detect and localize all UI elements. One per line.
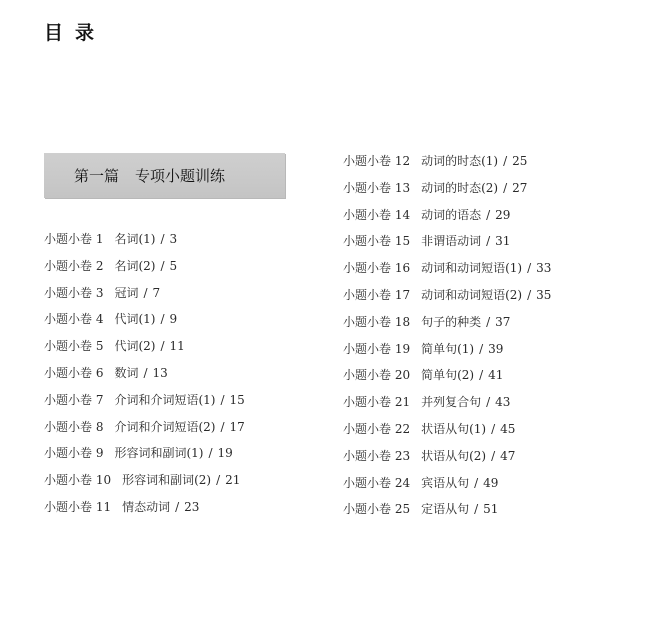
toc-page-number: 19 — [217, 446, 233, 461]
toc-page-number: 3 — [169, 232, 178, 246]
toc-separator: / — [503, 180, 508, 195]
toc-topic: 动词和动词短语(2) — [421, 287, 523, 302]
toc-page-number: 21 — [225, 473, 241, 488]
toc-page-number: 9 — [169, 312, 178, 327]
toc-separator: / — [479, 368, 484, 383]
toc-separator: / — [220, 392, 225, 407]
toc-entry[interactable] — [44, 258, 245, 285]
toc-separator: / — [143, 285, 148, 300]
toc-topic: 介词和介词短语(1) — [114, 392, 216, 407]
toc-topic: 数词 — [114, 365, 139, 380]
toc-volume-label: 小题小卷 20 — [343, 368, 411, 383]
toc-volume-label: 小题小卷 1 — [44, 232, 104, 246]
toc-topic: 动词的时态(1) — [421, 154, 499, 168]
toc-topic: 代词(2) — [114, 339, 156, 354]
part-banner — [44, 153, 285, 198]
toc-volume-label: 小题小卷 21 — [343, 395, 411, 410]
toc-topic: 形容词和副词(1) — [114, 446, 204, 461]
toc-separator: / — [527, 287, 532, 302]
toc-volume-label: 小题小卷 18 — [343, 314, 411, 329]
toc-entry[interactable] — [343, 153, 551, 180]
toc-separator: / — [160, 339, 165, 354]
toc-separator: / — [160, 312, 165, 327]
toc-page-number: 7 — [152, 285, 161, 300]
toc-topic: 情态动词 — [122, 499, 171, 514]
toc-volume-label: 小题小卷 17 — [343, 287, 411, 302]
toc-separator: / — [486, 314, 491, 329]
toc-page-number: 11 — [169, 339, 185, 354]
toc-volume-label: 小题小卷 16 — [343, 261, 411, 276]
part-name: 专项小题训练 — [135, 167, 226, 185]
toc-volume-label: 小题小卷 7 — [44, 392, 104, 407]
toc-entry[interactable] — [44, 311, 245, 338]
toc-entry[interactable] — [343, 341, 551, 368]
toc-separator: / — [527, 261, 532, 276]
toc-page-number: 13 — [152, 365, 168, 380]
toc-topic: 状语从句(2) — [421, 448, 487, 463]
toc-entry[interactable] — [343, 233, 551, 260]
toc-page-number: 31 — [495, 234, 511, 249]
toc-entry[interactable] — [343, 287, 551, 314]
toc-page-number: 39 — [488, 341, 504, 356]
toc-entry[interactable] — [343, 501, 551, 528]
toc-separator: / — [486, 395, 491, 410]
toc-entry[interactable] — [343, 314, 551, 341]
toc-page-number: 49 — [483, 475, 499, 490]
toc-separator: / — [479, 341, 484, 356]
toc-volume-label: 小题小卷 14 — [343, 207, 411, 222]
part-number: 第一篇 — [74, 167, 120, 185]
toc-topic: 名词(1) — [114, 232, 156, 246]
toc-volume-label: 小题小卷 19 — [343, 341, 411, 356]
toc-volume-label: 小题小卷 13 — [343, 180, 411, 195]
toc-topic: 简单句(2) — [421, 368, 475, 383]
toc-entry[interactable] — [44, 419, 245, 446]
toc-volume-label: 小题小卷 22 — [343, 421, 411, 436]
toc-volume-label: 小题小卷 6 — [44, 365, 104, 380]
toc-page-number: 37 — [495, 314, 511, 329]
toc-volume-label: 小题小卷 2 — [44, 258, 104, 273]
toc-separator: / — [216, 473, 221, 488]
toc-topic: 动词的语态 — [421, 207, 482, 222]
toc-separator: / — [474, 475, 479, 490]
toc-page-number: 41 — [488, 368, 504, 383]
toc-page-number: 35 — [536, 287, 552, 302]
toc-page-number: 51 — [483, 502, 499, 517]
toc-topic: 句子的种类 — [421, 314, 482, 329]
toc-volume-label: 小题小卷 23 — [343, 448, 411, 463]
toc-entry[interactable] — [343, 475, 551, 502]
page-title: 目录 — [44, 22, 107, 44]
toc-page-number: 43 — [495, 395, 511, 410]
toc-page-number: 47 — [500, 448, 516, 463]
toc-entry[interactable] — [44, 392, 245, 419]
toc-topic: 宾语从句 — [421, 475, 470, 490]
toc-separator: / — [491, 421, 496, 436]
toc-entry[interactable] — [44, 285, 245, 312]
toc-topic: 动词的时态(2) — [421, 180, 499, 195]
toc-entry[interactable] — [343, 207, 551, 234]
toc-volume-label: 小题小卷 8 — [44, 419, 104, 434]
toc-page-number: 25 — [512, 154, 528, 168]
toc-volume-label: 小题小卷 24 — [343, 475, 411, 490]
toc-entry[interactable] — [343, 180, 551, 207]
toc-topic: 名词(2) — [114, 258, 156, 273]
toc-topic: 并列复合句 — [421, 395, 482, 410]
toc-volume-label: 小题小卷 10 — [44, 473, 112, 488]
toc-separator: / — [491, 448, 496, 463]
toc-entry[interactable] — [44, 338, 245, 365]
toc-page-number: 23 — [184, 499, 200, 514]
toc-entry[interactable] — [343, 260, 551, 287]
toc-separator: / — [486, 207, 491, 222]
toc-separator: / — [175, 499, 180, 514]
toc-volume-label: 小题小卷 4 — [44, 312, 104, 327]
toc-volume-label: 小题小卷 9 — [44, 446, 104, 461]
toc-topic: 定语从句 — [421, 502, 470, 517]
toc-page-number: 5 — [169, 258, 178, 273]
toc-topic: 状语从句(1) — [421, 421, 487, 436]
toc-entry[interactable] — [343, 448, 551, 475]
toc-page-number: 15 — [229, 392, 245, 407]
toc-topic: 冠词 — [114, 285, 139, 300]
toc-entry[interactable] — [44, 231, 245, 258]
toc-topic: 代词(1) — [114, 312, 156, 327]
toc-entry[interactable] — [44, 365, 245, 392]
toc-topic: 动词和动词短语(1) — [421, 261, 523, 276]
toc-entry[interactable] — [44, 472, 245, 499]
toc-entry[interactable] — [343, 367, 551, 394]
toc-entry[interactable] — [343, 421, 551, 448]
toc-page-number: 29 — [495, 207, 511, 222]
toc-entry[interactable] — [44, 499, 245, 526]
toc-right-column — [343, 153, 551, 528]
toc-separator: / — [503, 154, 508, 168]
toc-entry[interactable] — [343, 394, 551, 421]
toc-volume-label: 小题小卷 11 — [44, 499, 112, 514]
toc-page-number: 45 — [500, 421, 516, 436]
toc-separator: / — [220, 419, 225, 434]
toc-left-column — [44, 231, 245, 526]
toc-volume-label: 小题小卷 25 — [343, 502, 411, 517]
toc-topic: 简单句(1) — [421, 341, 475, 356]
toc-page-number: 17 — [229, 419, 245, 434]
toc-topic: 非谓语动词 — [421, 234, 482, 249]
toc-separator: / — [486, 234, 491, 249]
toc-separator: / — [474, 502, 479, 517]
toc-separator: / — [143, 365, 148, 380]
toc-page-number: 27 — [512, 180, 528, 195]
toc-volume-label: 小题小卷 12 — [343, 154, 411, 168]
toc-separator: / — [160, 258, 165, 273]
toc-entry[interactable] — [44, 445, 245, 472]
toc-volume-label: 小题小卷 5 — [44, 339, 104, 354]
toc-topic: 形容词和副词(2) — [122, 473, 212, 488]
toc-topic: 介词和介词短语(2) — [114, 419, 216, 434]
toc-volume-label: 小题小卷 15 — [343, 234, 411, 249]
toc-volume-label: 小题小卷 3 — [44, 285, 104, 300]
toc-separator: / — [160, 232, 165, 246]
toc-separator: / — [208, 446, 213, 461]
toc-page-number: 33 — [536, 261, 552, 276]
